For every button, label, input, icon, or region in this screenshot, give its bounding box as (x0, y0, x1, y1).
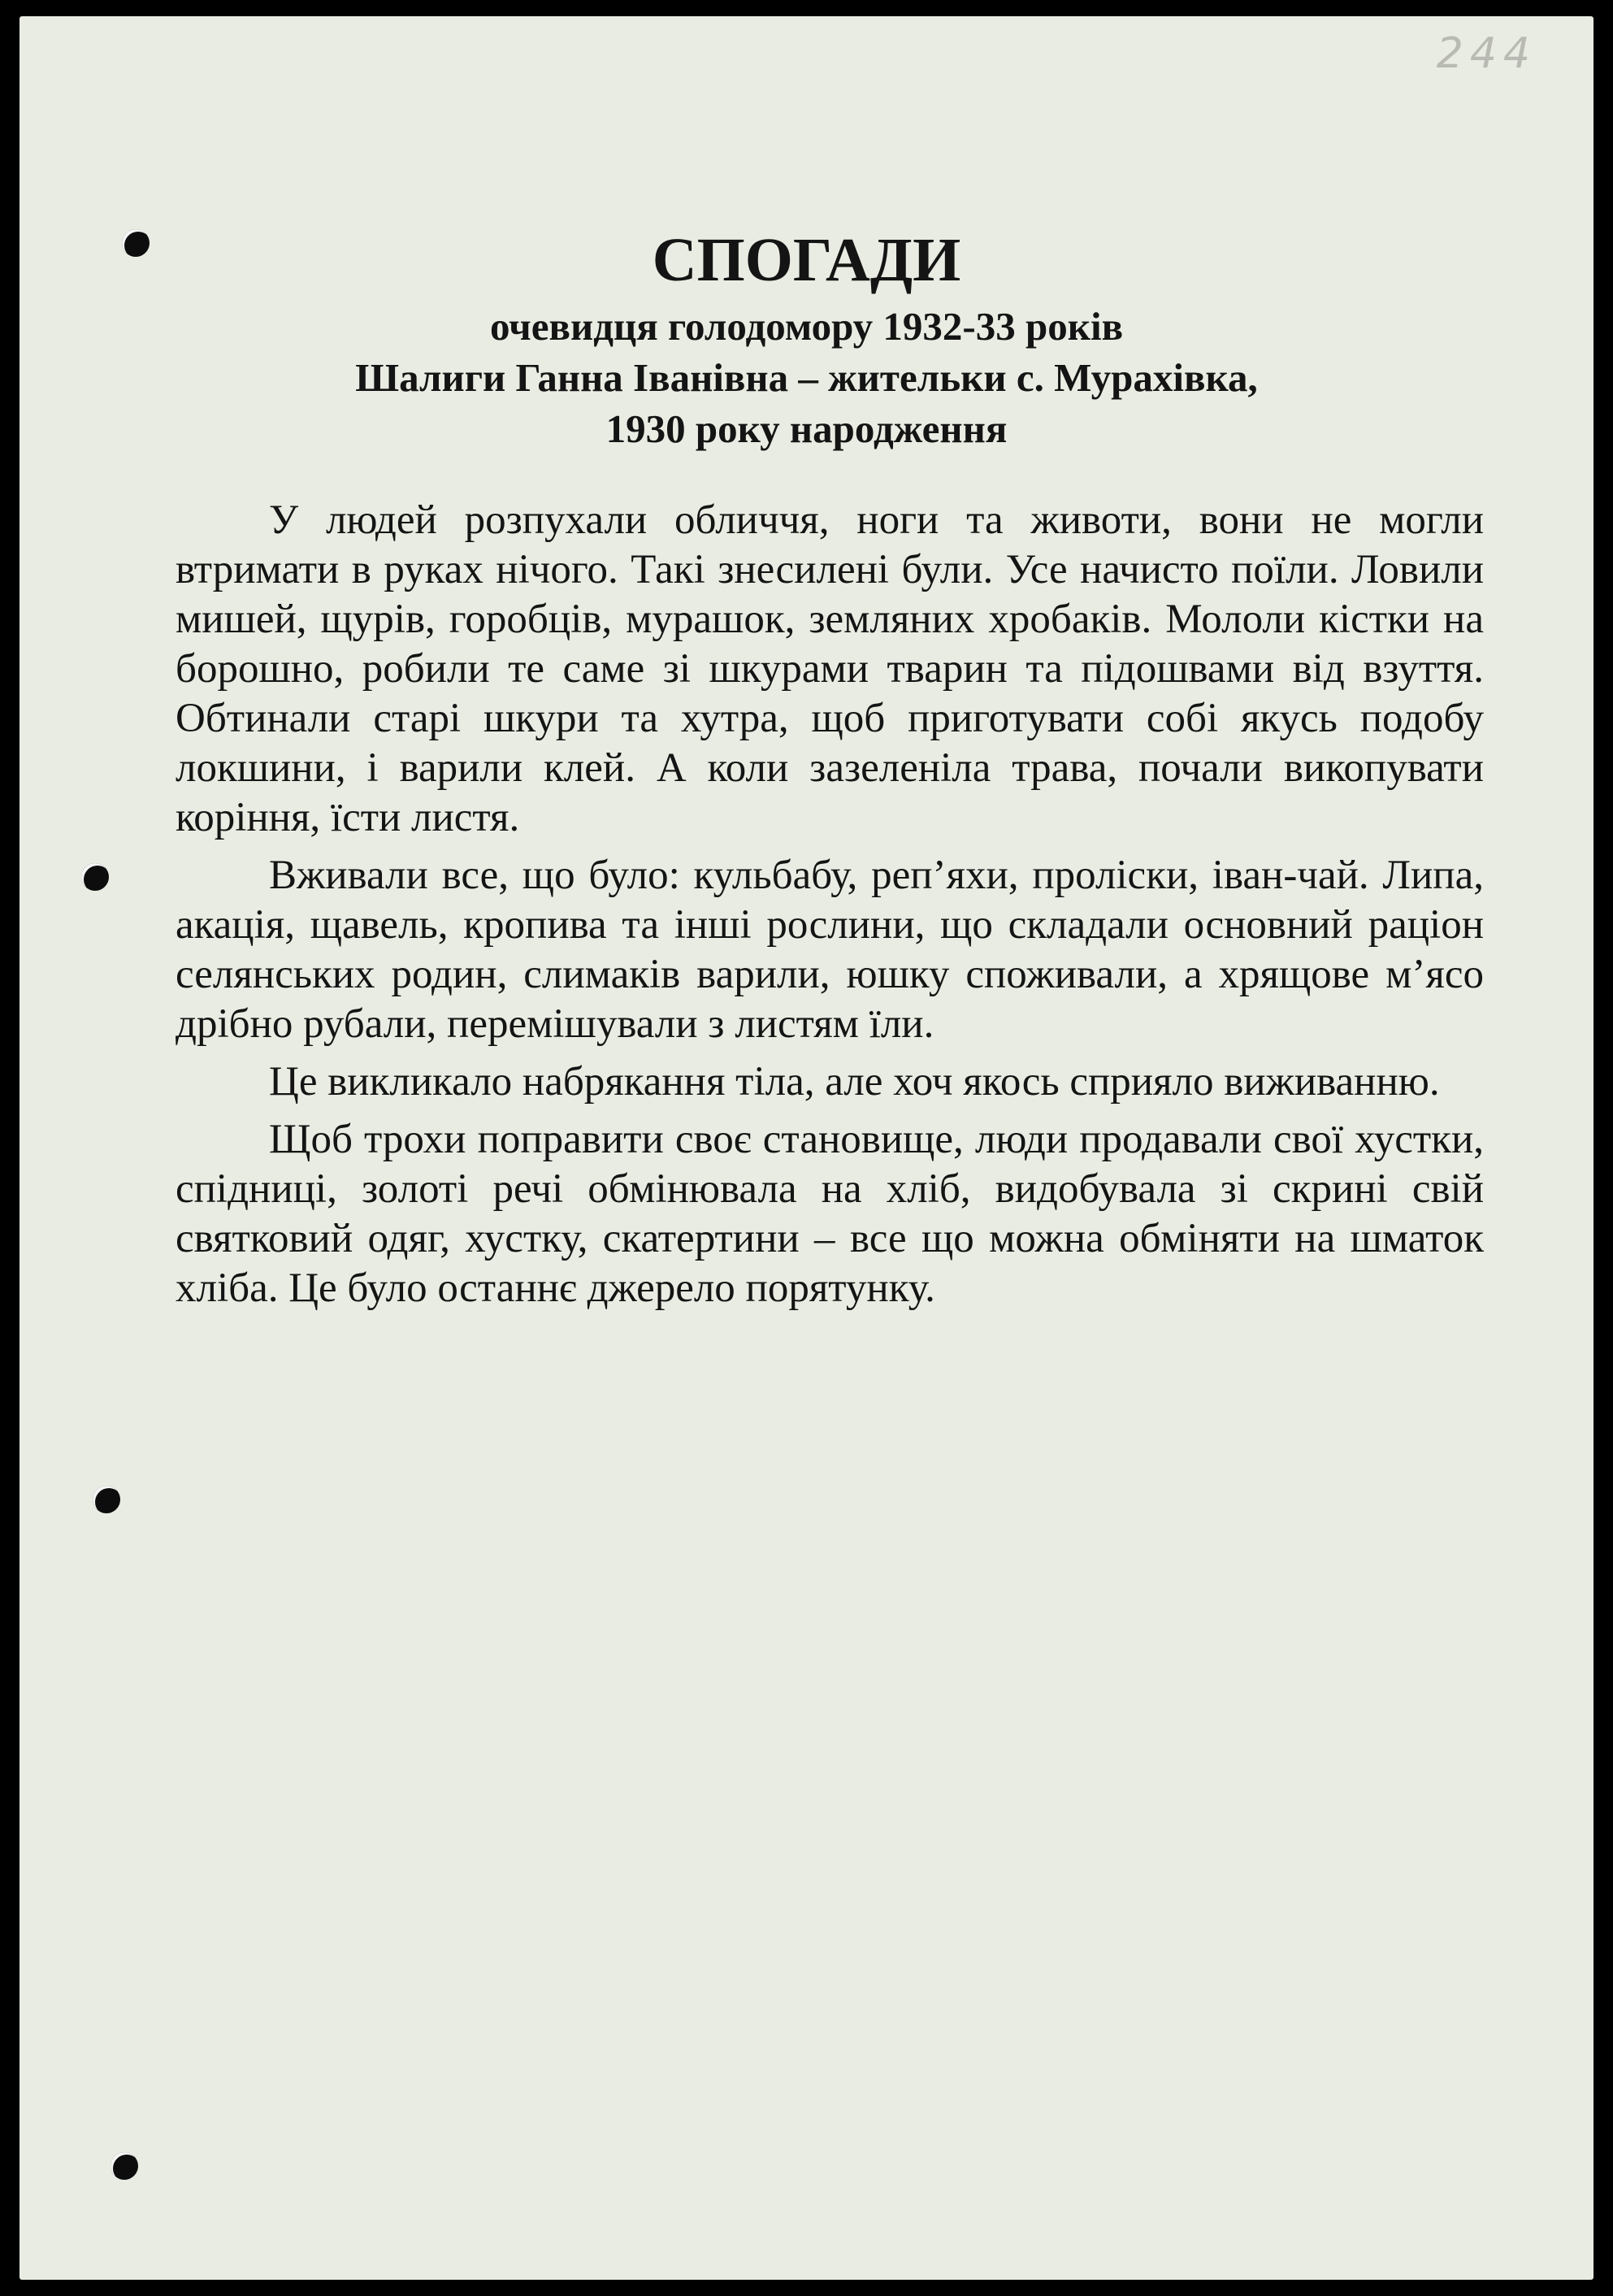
document-heading (20, 219, 1593, 454)
document-body (176, 496, 1484, 1322)
subtitle-line: Шалиги Ганна Іванівна – жительки с. Мурахівка, (355, 355, 1258, 400)
paragraph: Щоб трохи поправити своє становище, люди продавали свої хустки, спідниці, золоті речі обмінювала на хліб, видобувала зі скрині свій святковий одяг, хустку, скатертини – все що можна обміняти на шматок хліба. Це було останнє джерело порятунку. (176, 1117, 1484, 1311)
paragraph: У людей розпухали обличчя, ноги та животи, вони не могли втримати в руках нічого. Такі знесилені були. Усе начисто поїли. Ловили мишей, щурів, горобців, мурашок, земляних хробаків. Мололи кістки на борошно, робили те саме зі шкурами тварин та підошвами від взуття. Обтинали старі шкури та хутра, щоб приготувати собі якусь подобу локшини, і варили клей. А коли зазеленіла трава, почали викопувати коріння, їсти листя. (176, 497, 1484, 840)
paragraph: Вживали все, що було: кульбабу, реп’яхи, проліски, іван-чай. Липа, акація, щавель, кропива та інші рослини, що складали основний раціон селянських родин, слимаків варили, юшку споживали, а хрящове м’ясо дрібно рубали, перемішували з листям їли. (176, 853, 1484, 1047)
subtitle-line: 1930 року народження (605, 406, 1008, 451)
punch-hole (81, 863, 109, 891)
punch-hole (111, 2152, 138, 2180)
page-number: 244 (1436, 29, 1537, 78)
subtitle-line: очевидця голодомору 1932-33 років (489, 304, 1124, 349)
document-page (20, 16, 1593, 2280)
paragraph: Це викликало набрякання тіла, але хоч якось сприяло виживанню. (269, 1059, 1440, 1105)
document-title: СПОГАДИ (652, 226, 961, 294)
punch-hole (93, 1486, 120, 1513)
